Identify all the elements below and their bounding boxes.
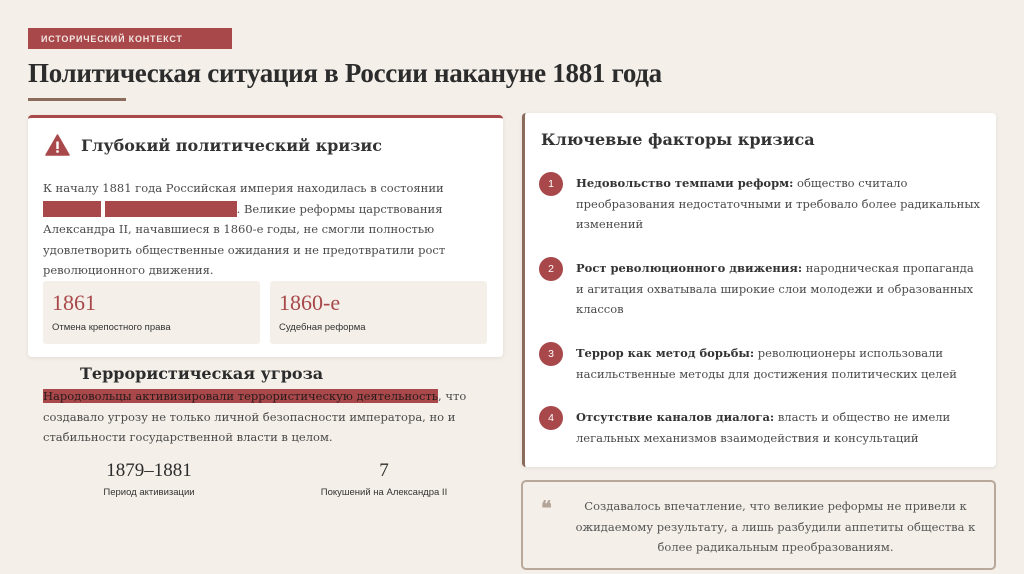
title-underline <box>28 98 126 101</box>
stat-label: Судебная реформа <box>279 322 366 333</box>
factor-description: общество считало преобразования недостаточными и требовало более радикальных изменений <box>576 176 980 231</box>
terror-text <box>43 386 503 448</box>
redacted-block <box>43 201 101 217</box>
stat-box <box>43 281 260 344</box>
stat-label: Отмена крепостного права <box>52 322 171 333</box>
factors-card <box>522 113 996 467</box>
factors-title: Ключевые факторы кризиса <box>541 130 815 149</box>
quote-icon: ❝ <box>541 498 552 520</box>
factor-text <box>576 343 981 384</box>
terror-text-rest: , что создавало угрозу не только личной безопасности императора, но и стабильности государственной власти в целом. <box>43 389 467 444</box>
crisis-card <box>28 115 503 357</box>
stat-value: 1861 <box>52 290 96 315</box>
quote-text: Создавалось впечатление, что великие реформы не привели к ожидаемому результату, а лишь разбудили аппетиты общества к более радикальным преобразованиям. <box>575 499 976 554</box>
factor-number-badge: 4 <box>539 406 563 430</box>
factor-description: народническая пропаганда и агитация охватывала широкие слои молодежи и образованных классов <box>576 261 974 316</box>
stat-value: 7 <box>379 460 389 481</box>
factor-number-badge: 1 <box>539 172 563 196</box>
factor-heading: Отсутствие каналов диалога: <box>576 410 775 424</box>
terror-title: Террористическая угроза <box>80 364 324 383</box>
stat-label: Период активизации <box>103 487 195 498</box>
quote-box <box>521 480 996 570</box>
crisis-text-part1: К началу 1881 года Российская империя находилась в состоянии <box>43 181 444 195</box>
factor-description: революционеры использовали насильственные методы для достижения политических целей <box>576 346 957 381</box>
factor-heading: Террор как метод борьбы: <box>576 346 755 360</box>
warning-icon <box>45 134 70 156</box>
factor-number-badge: 2 <box>539 257 563 281</box>
crisis-text-part2: . Великие реформы царствования Александра II, начавшиеся в 1860-е годы, не смогли полностью удовлетворить общественные ожидания и не предотвратили рост революционного движения. <box>43 201 446 277</box>
crisis-text <box>43 178 491 281</box>
redacted-block <box>105 201 237 217</box>
stat-label: Покушений на Александра II <box>320 487 448 498</box>
section-tag: ИСТОРИЧЕСКИЙ КОНТЕКСТ <box>28 28 232 49</box>
factor-heading: Рост революционного движения: <box>576 261 803 275</box>
factor-text <box>576 173 981 235</box>
factor-heading: Недовольство темпами реформ: <box>576 176 794 190</box>
factor-text <box>576 258 981 320</box>
terror-highlight: Народовольцы активизировали террористическую деятельность <box>43 389 439 403</box>
stat-box <box>270 281 487 344</box>
page-title: Политическая ситуация в России накануне 1881 года <box>28 58 662 88</box>
factor-text <box>576 407 981 448</box>
factor-number-badge: 3 <box>539 342 563 366</box>
crisis-title: Глубокий политический кризис <box>81 136 383 155</box>
terror-stat-period <box>96 460 202 498</box>
stat-value: 1860-е <box>279 290 341 315</box>
factor-description: власть и общество не имели легальных механизмов взаимодействия и консультаций <box>576 410 951 445</box>
terror-stat-attempts <box>306 460 462 498</box>
stat-value: 1879–1881 <box>106 460 192 481</box>
